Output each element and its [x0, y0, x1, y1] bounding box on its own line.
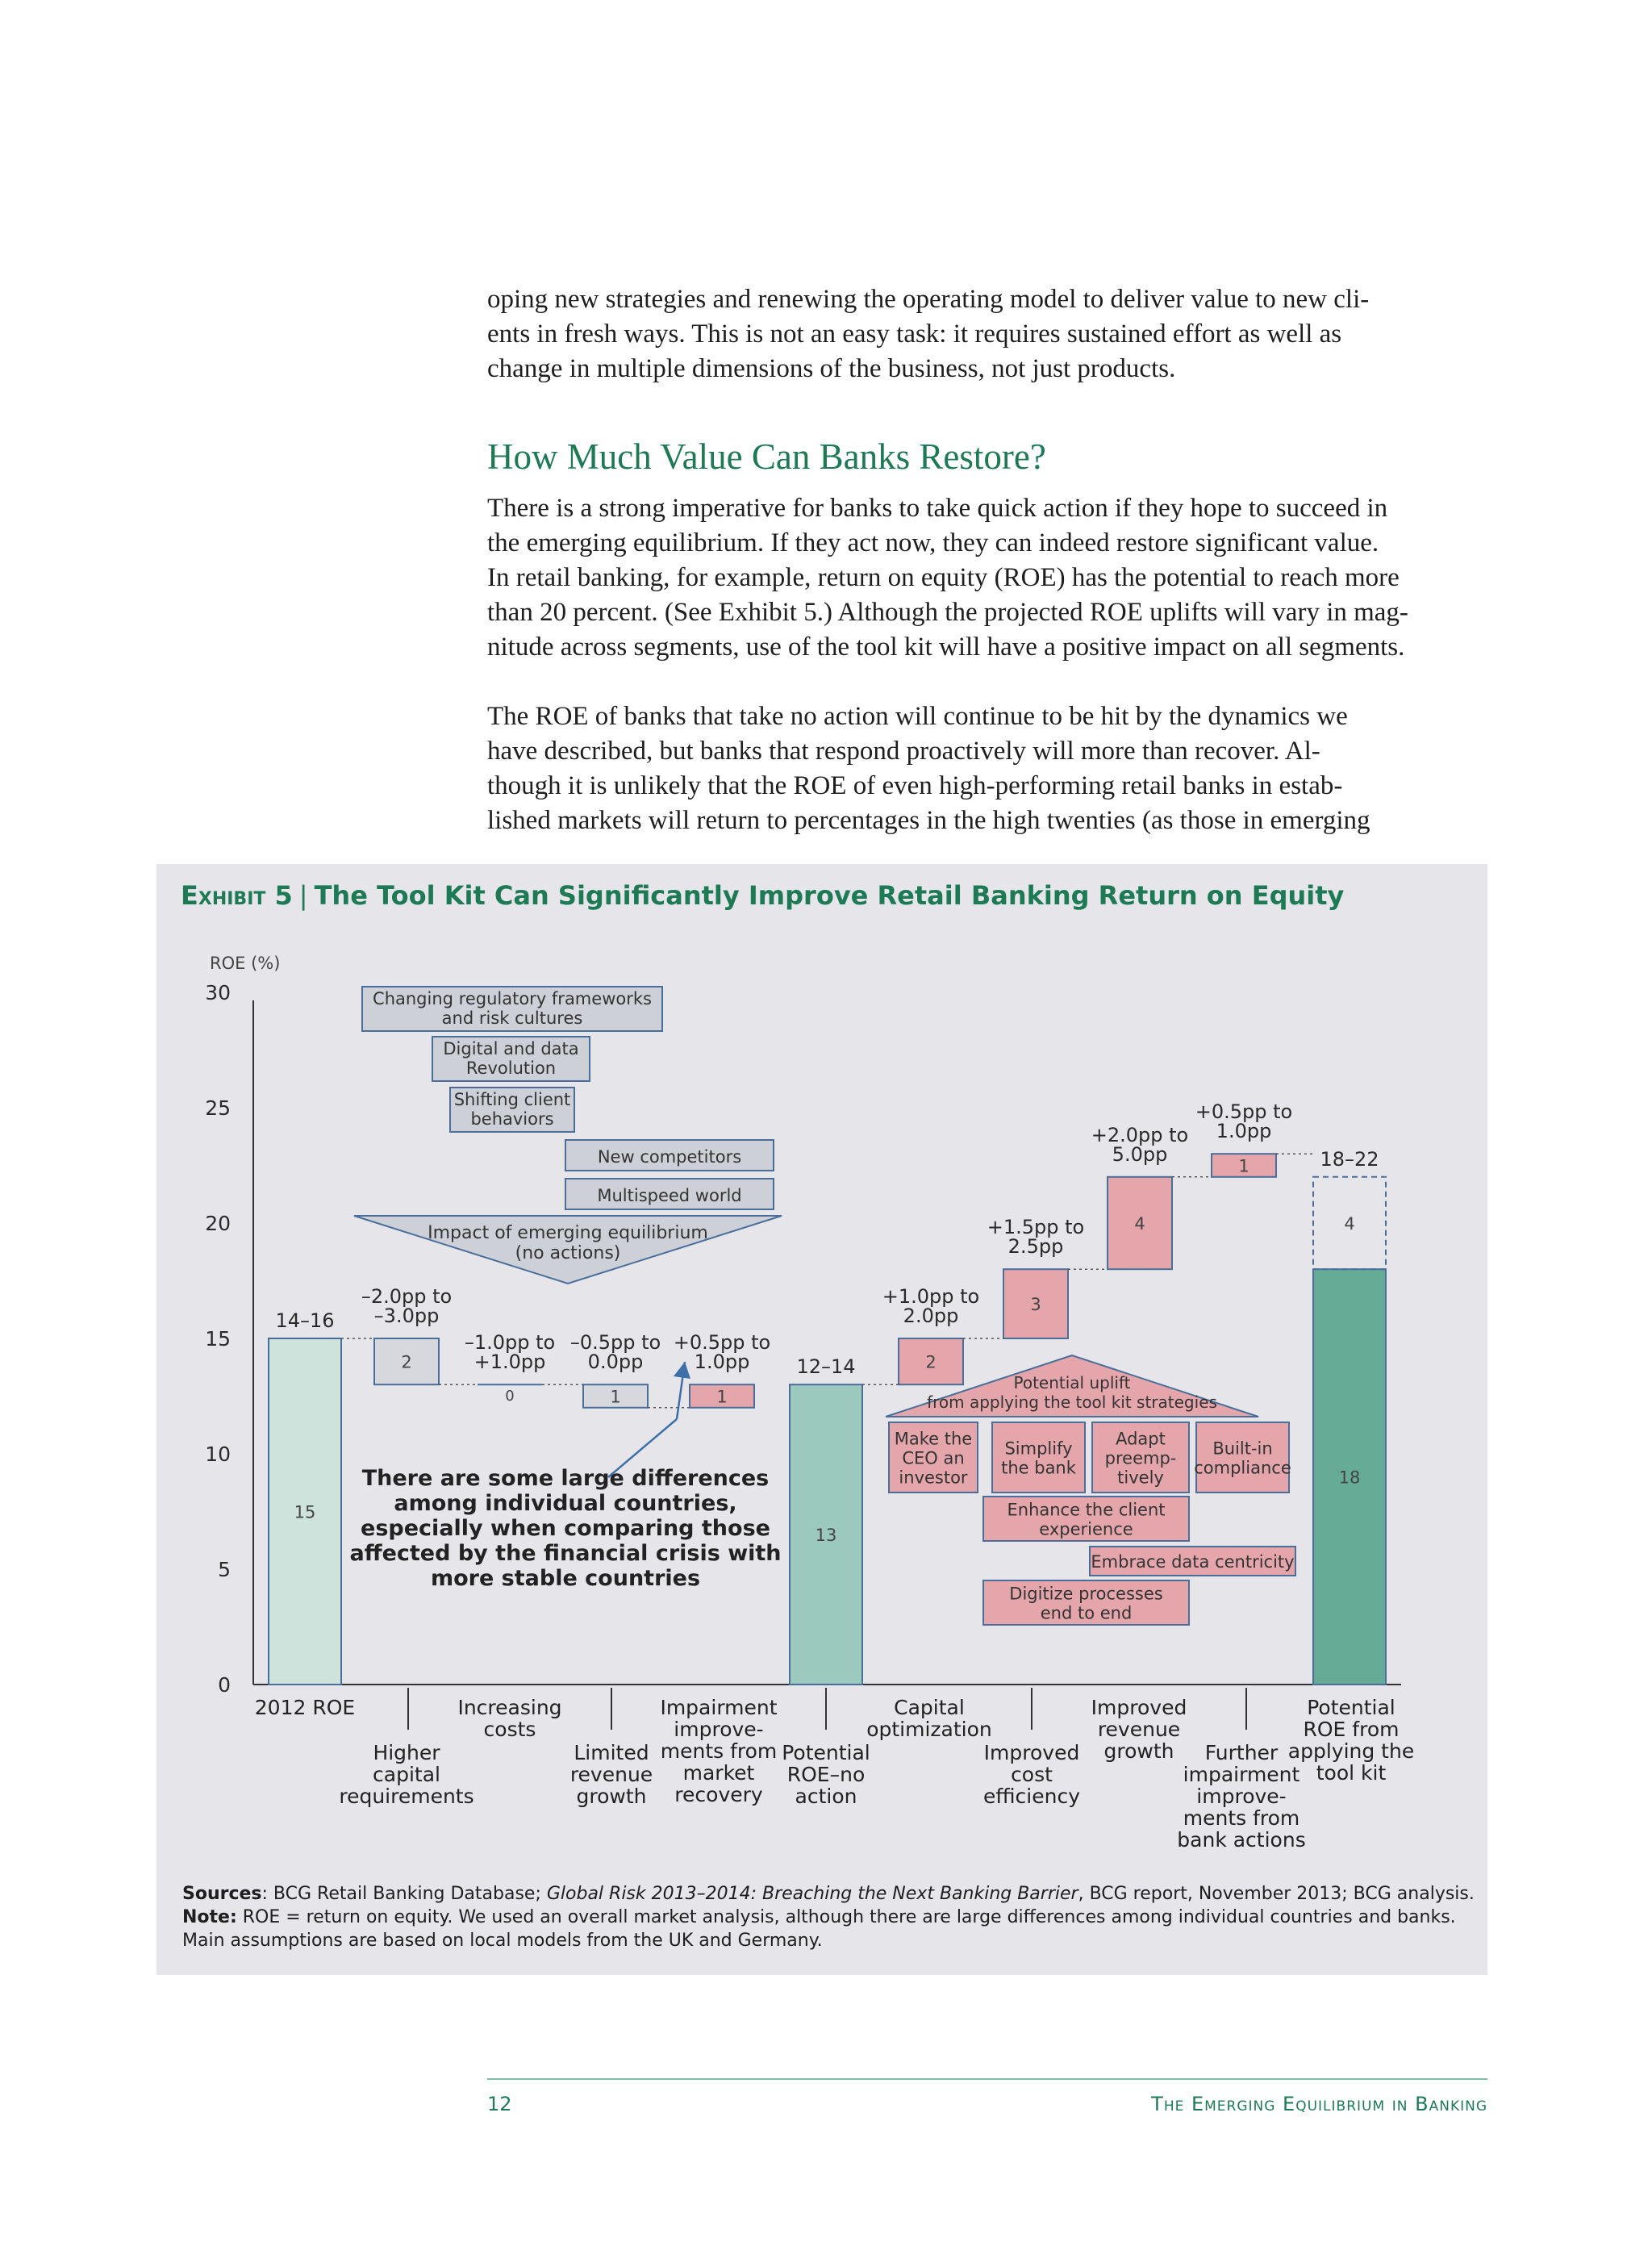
footer-title: The Emerging Equilibrium in Banking — [1151, 2093, 1487, 2115]
range-label: +2.0pp to — [1091, 1123, 1189, 1146]
category-label: ROE–no — [786, 1763, 866, 1786]
range-label: +1.0pp to — [882, 1285, 980, 1308]
delta-value-label: 3 — [1030, 1295, 1041, 1315]
text-line: the emerging equilibrium. If they act now, they can indeed restore significant value. — [487, 528, 1379, 557]
chart-note — [182, 1906, 1456, 1930]
chart-note-line2 — [182, 1929, 823, 1953]
category-label: Increasing — [457, 1696, 562, 1719]
uplift-label: from applying the tool kit strategies — [927, 1392, 1217, 1412]
delta-value-label: 1 — [610, 1387, 621, 1407]
exhibit-heading: The Tool Kit Can Significantly Improve Retail Banking Return on Equity — [314, 880, 1345, 911]
impact-factor-label: Changing regulatory frameworks — [373, 989, 652, 1008]
y-tick-label: 20 — [205, 1212, 231, 1235]
strategy-label: Built-in — [1212, 1438, 1273, 1459]
exhibit-label: Exhibit 5 — [181, 880, 293, 911]
category-label: optimization — [866, 1718, 992, 1741]
footer-rule — [487, 2078, 1487, 2080]
category-label: cost — [1011, 1763, 1053, 1786]
impact-factor-label: Multispeed world — [597, 1186, 742, 1205]
text-line: oping new strategies and renewing the operating model to deliver value to new cli- — [487, 285, 1370, 314]
category-label: ROE from — [1303, 1718, 1400, 1741]
y-tick-label: 15 — [205, 1327, 231, 1351]
annotation-text: more stable countries — [430, 1566, 701, 1591]
category-label: action — [795, 1785, 857, 1808]
category-label: revenue — [1097, 1718, 1181, 1741]
category-label: ments from — [660, 1739, 778, 1763]
category-label: capital — [373, 1763, 440, 1786]
paragraph-roe — [487, 699, 1496, 838]
category-label: Limited — [574, 1741, 649, 1764]
impact-factor-label: behaviors — [470, 1109, 554, 1129]
sources-label: Sources — [182, 1884, 262, 1904]
exhibit-title: Exhibit 5 | The Tool Kit Can Significantly Improve Retail Banking Return on Equity — [181, 880, 1345, 911]
category-label: applying the — [1287, 1739, 1415, 1763]
y-tick-label: 30 — [205, 981, 231, 1004]
range-label: 1.0pp — [694, 1351, 750, 1374]
sources-report: Global Risk 2013–2014: Breaching the Next Banking Barrier — [546, 1884, 1078, 1904]
range-label: +0.5pp to — [673, 1331, 771, 1355]
range-label: +1.0pp — [473, 1351, 546, 1374]
category-label: recovery — [674, 1783, 763, 1806]
annotation-arrowhead — [674, 1362, 690, 1379]
strategy-label: Digitize processes — [1009, 1584, 1163, 1604]
range-label: 0.0pp — [587, 1351, 644, 1374]
category-label: efficiency — [982, 1785, 1081, 1808]
y-axis-label: ROE (%) — [210, 954, 281, 973]
range-label: 5.0pp — [1112, 1142, 1168, 1166]
range-label: +1.5pp to — [987, 1216, 1085, 1239]
y-tick-label: 25 — [205, 1096, 231, 1120]
category-label: Higher — [373, 1741, 440, 1764]
note-label: Note: — [182, 1907, 237, 1927]
delta-value-label: 2 — [401, 1352, 412, 1372]
strategy-label: tively — [1117, 1468, 1164, 1488]
category-label: improve- — [1196, 1785, 1287, 1808]
impact-label: (no actions) — [515, 1243, 621, 1263]
text-line: change in multiple dimensions of the business, not just products. — [487, 354, 1176, 383]
strategy-label: Adapt — [1116, 1429, 1166, 1449]
category-label: Further — [1204, 1741, 1279, 1764]
sources-tail: , BCG report, November 2013; BCG analysis. — [1078, 1884, 1475, 1904]
exhibit-panel — [156, 864, 1487, 1975]
note-text-2: Main assumptions are based on local models from the UK and Germany. — [182, 1931, 823, 1951]
impact-factor-label: New competitors — [597, 1147, 742, 1167]
delta-value-label: 0 — [505, 1388, 515, 1405]
strategy-label: experience — [1039, 1519, 1133, 1539]
impact-factor-label: and risk cultures — [441, 1008, 583, 1028]
intro-paragraph — [487, 282, 1496, 386]
category-label: 2012 ROE — [254, 1696, 356, 1719]
y-tick-label: 5 — [218, 1558, 231, 1581]
category-label: Impairment — [660, 1696, 778, 1719]
text-line: nitude across segments, use of the tool kit will have a positive impact on all segments. — [487, 633, 1405, 662]
strategy-label: investor — [899, 1468, 968, 1488]
category-label: growth — [1103, 1739, 1174, 1763]
range-label: 2.5pp — [1007, 1235, 1064, 1259]
range-label: –0.5pp to — [569, 1331, 661, 1355]
impact-factor-label: Digital and data — [443, 1039, 579, 1058]
section-heading: How Much Value Can Banks Restore? — [487, 436, 1046, 477]
range-label: +0.5pp to — [1195, 1100, 1293, 1124]
bar-value-label: 18 — [1338, 1468, 1361, 1488]
text-line: The ROE of banks that take no action will continue to be hit by the dynamics we — [487, 702, 1348, 731]
annotation-text: There are some large differences — [361, 1466, 770, 1491]
delta-value-label: 1 — [1238, 1156, 1249, 1176]
text-line: have described, but banks that respond proactively will more than recover. Al- — [487, 737, 1320, 766]
text-line: though it is unlikely that the ROE of even high-performing retail banks in estab- — [487, 771, 1343, 800]
uplift-label: Potential uplift — [1013, 1373, 1131, 1392]
strategy-label: Make the — [894, 1429, 973, 1449]
extra-value-label: 4 — [1344, 1214, 1355, 1234]
strategy-label: Enhance the client — [1007, 1500, 1166, 1520]
category-label: tool kit — [1316, 1761, 1387, 1785]
page-number: 12 — [487, 2093, 512, 2115]
range-label: 2.0pp — [903, 1305, 959, 1327]
range-label: –2.0pp to — [361, 1285, 453, 1308]
range-label: –1.0pp to — [464, 1331, 556, 1355]
paragraph-imperative — [487, 491, 1496, 665]
category-label: ments from — [1183, 1806, 1300, 1830]
text-line: than 20 percent. (See Exhibit 5.) Although the projected ROE uplifts will vary in mag- — [487, 598, 1408, 627]
category-label: Improved — [1091, 1696, 1187, 1719]
range-label: 18–22 — [1320, 1147, 1379, 1171]
category-label: Improved — [983, 1741, 1080, 1764]
y-tick-label: 0 — [218, 1673, 231, 1697]
range-label: 14–16 — [275, 1309, 335, 1332]
category-label: improve- — [674, 1718, 764, 1741]
bar-value-label: 15 — [294, 1502, 316, 1522]
strategy-label: compliance — [1194, 1458, 1291, 1478]
annotation-text: especially when comparing those — [361, 1516, 770, 1541]
category-label: Potential — [1307, 1696, 1395, 1719]
range-label: 12–14 — [796, 1355, 856, 1379]
bar-value-label: 13 — [815, 1526, 837, 1546]
sources-text: : BCG Retail Banking Database; — [261, 1884, 547, 1904]
annotation-text: among individual countries, — [394, 1491, 737, 1516]
category-label: growth — [576, 1785, 647, 1808]
text-line: There is a strong imperative for banks to take quick action if they hope to succeed in — [487, 494, 1388, 523]
annotation-text: affected by the financial crisis with — [349, 1541, 782, 1566]
category-label: costs — [483, 1718, 536, 1741]
category-label: Capital — [894, 1696, 965, 1719]
strategy-label: Embrace data centricity — [1091, 1552, 1295, 1572]
delta-value-label: 2 — [925, 1352, 937, 1372]
category-label: revenue — [569, 1763, 653, 1786]
strategy-label: Simplify — [1004, 1438, 1073, 1459]
text-line: ents in fresh ways. This is not an easy task: it requires sustained effort as well as — [487, 319, 1342, 349]
y-tick-label: 10 — [205, 1442, 231, 1466]
strategy-label: the bank — [1001, 1458, 1076, 1478]
category-label: impairment — [1183, 1763, 1300, 1786]
impact-factor-label: Revolution — [465, 1058, 557, 1078]
roe-waterfall-chart — [156, 864, 1487, 1889]
impact-label: Impact of emerging equilibrium — [428, 1223, 708, 1243]
impact-factor-label: Shifting client — [453, 1090, 571, 1109]
strategy-label: end to end — [1040, 1603, 1133, 1623]
category-label: market — [682, 1761, 755, 1785]
category-label: requirements — [339, 1785, 474, 1808]
text-line: In retail banking, for example, return on equity (ROE) has the potential to reach more — [487, 563, 1400, 592]
range-label: 1.0pp — [1216, 1120, 1272, 1143]
note-text: ROE = return on equity. We used an overall market analysis, although there are large differences among individual countries and banks. — [236, 1907, 1456, 1927]
category-label: bank actions — [1177, 1828, 1306, 1852]
sources-note — [182, 1882, 1475, 1906]
strategy-label: preemp- — [1104, 1448, 1177, 1468]
strategy-label: CEO an — [902, 1448, 965, 1468]
range-label: –3.0pp — [373, 1305, 440, 1327]
category-label: Potential — [782, 1741, 870, 1764]
delta-value-label: 1 — [716, 1387, 728, 1407]
delta-value-label: 4 — [1134, 1214, 1145, 1234]
text-line: lished markets will return to percentages in the high twenties (as those in emerging — [487, 806, 1370, 835]
